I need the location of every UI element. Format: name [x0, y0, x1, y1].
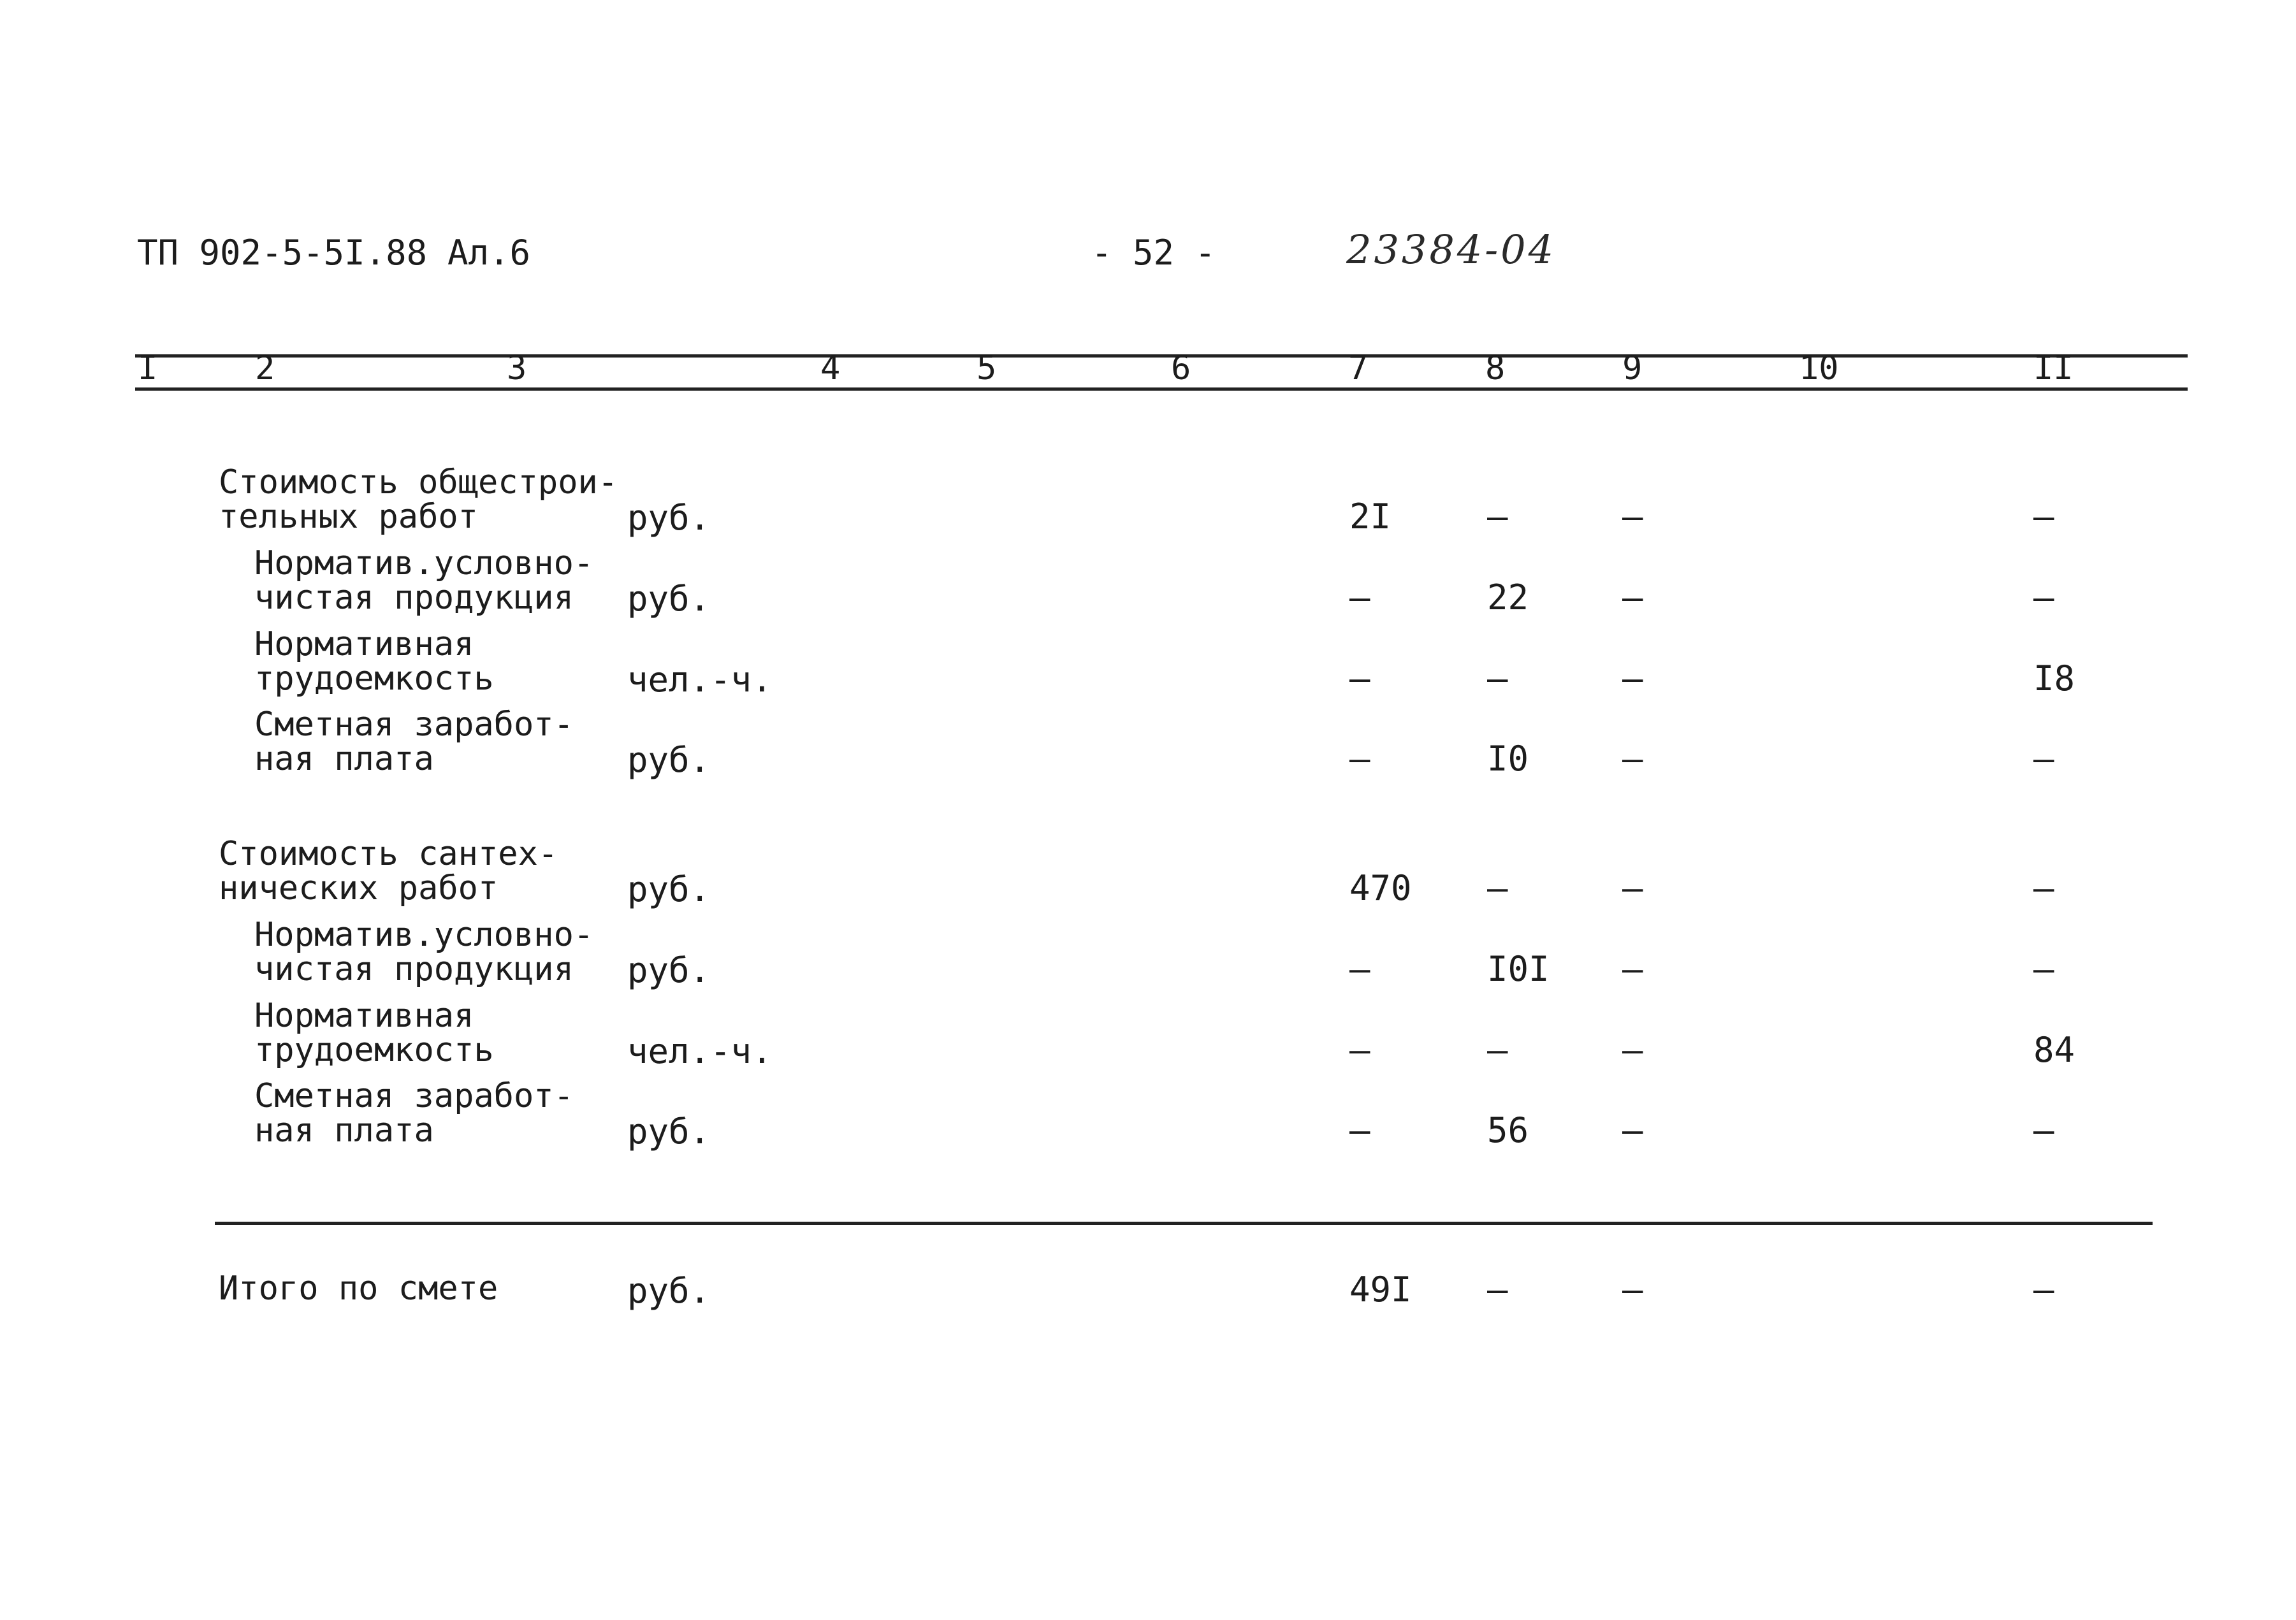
row-value-col8: 56: [1487, 1110, 1529, 1150]
column-number-9: 9: [1622, 349, 1643, 387]
column-number-2: 2: [255, 349, 275, 387]
row-value-col11: –: [2033, 1110, 2054, 1150]
page-number: - 52 -: [1091, 233, 1216, 273]
row-value-col9: –: [1622, 1030, 1643, 1070]
row-label-normative-labor-intensity: Нормативная трудоемкость: [254, 997, 494, 1069]
row-value-col11: –: [2033, 496, 2054, 537]
row-value-col7: –: [1349, 1110, 1370, 1150]
row-label-general-construction-cost: Стоимость общестрои- тельных работ: [219, 463, 618, 536]
document-code: ТП 902-5-5I.88: [137, 233, 428, 273]
row-label-normative-labor-intensity: Нормативная трудоемкость: [254, 625, 494, 698]
row-value-col7: –: [1349, 658, 1370, 698]
row-label-estimated-wages: Сметная заработ- ная плата: [254, 1077, 574, 1150]
table-header-bottom-rule: [135, 387, 2188, 391]
row-value-col8: I0I: [1487, 949, 1550, 989]
row-value-col11: –: [2033, 739, 2054, 779]
column-number-8: 8: [1485, 349, 1506, 387]
total-value-col8: –: [1487, 1269, 1508, 1310]
total-label: Итого по смете: [219, 1269, 498, 1308]
row-value-col11: –: [2033, 868, 2054, 908]
total-value-col11: –: [2033, 1269, 2054, 1310]
album-number: Ал.6: [447, 233, 531, 273]
total-separator-rule: [215, 1222, 2153, 1225]
row-value-col9: –: [1622, 1110, 1643, 1150]
row-value-col7: 470: [1349, 868, 1412, 908]
row-value-col9: –: [1622, 496, 1643, 537]
total-value-col9: –: [1622, 1269, 1643, 1310]
row-value-col7: –: [1349, 577, 1370, 618]
column-number-4: 4: [820, 349, 841, 387]
row-label-sanitary-works-cost: Стоимость сантех- нических работ: [219, 835, 558, 908]
row-value-col8: –: [1487, 496, 1508, 537]
row-value-col9: –: [1622, 739, 1643, 779]
row-unit: чел.-ч.: [627, 660, 773, 700]
column-number-10: 10: [1799, 349, 1839, 387]
handwritten-id: 23384-04: [1346, 226, 1557, 273]
column-number-1: I: [138, 349, 158, 387]
column-number-3: 3: [507, 349, 527, 387]
row-value-col9: –: [1622, 868, 1643, 908]
total-unit: руб.: [627, 1271, 711, 1311]
row-value-col7: –: [1349, 949, 1370, 989]
column-number-5: 5: [977, 349, 997, 387]
row-value-col8: –: [1487, 658, 1508, 698]
row-value-col11: –: [2033, 949, 2054, 989]
row-value-col11: 84: [2033, 1030, 2075, 1070]
table-top-rule: [135, 354, 2188, 358]
row-unit: руб.: [627, 1111, 711, 1152]
row-value-col9: –: [1622, 949, 1643, 989]
row-unit: руб.: [627, 579, 711, 619]
row-label-normative-net-output: Норматив.условно- чистая продукция: [254, 916, 594, 988]
total-value-col7: 49I: [1349, 1269, 1412, 1310]
row-value-col7: –: [1349, 739, 1370, 779]
row-value-col7: –: [1349, 1030, 1370, 1070]
row-value-col7: 2I: [1349, 496, 1391, 537]
row-label-estimated-wages: Сметная заработ- ная плата: [254, 705, 574, 778]
column-number-7: 7: [1348, 349, 1369, 387]
row-value-col8: I0: [1487, 739, 1529, 779]
row-value-col9: –: [1622, 658, 1643, 698]
row-value-col8: –: [1487, 868, 1508, 908]
row-unit: руб.: [627, 498, 711, 538]
row-value-col8: –: [1487, 1030, 1508, 1070]
column-number-6: 6: [1171, 349, 1191, 387]
row-unit: руб.: [627, 740, 711, 780]
row-value-col9: –: [1622, 577, 1643, 618]
row-value-col11: I8: [2033, 658, 2075, 698]
column-number-11: II: [2033, 349, 2074, 387]
row-value-col11: –: [2033, 577, 2054, 618]
row-value-col8: 22: [1487, 577, 1529, 618]
row-unit: чел.-ч.: [627, 1031, 773, 1071]
row-unit: руб.: [627, 950, 711, 990]
row-unit: руб.: [627, 869, 711, 909]
row-label-normative-net-output: Норматив.условно- чистая продукция: [254, 544, 594, 617]
